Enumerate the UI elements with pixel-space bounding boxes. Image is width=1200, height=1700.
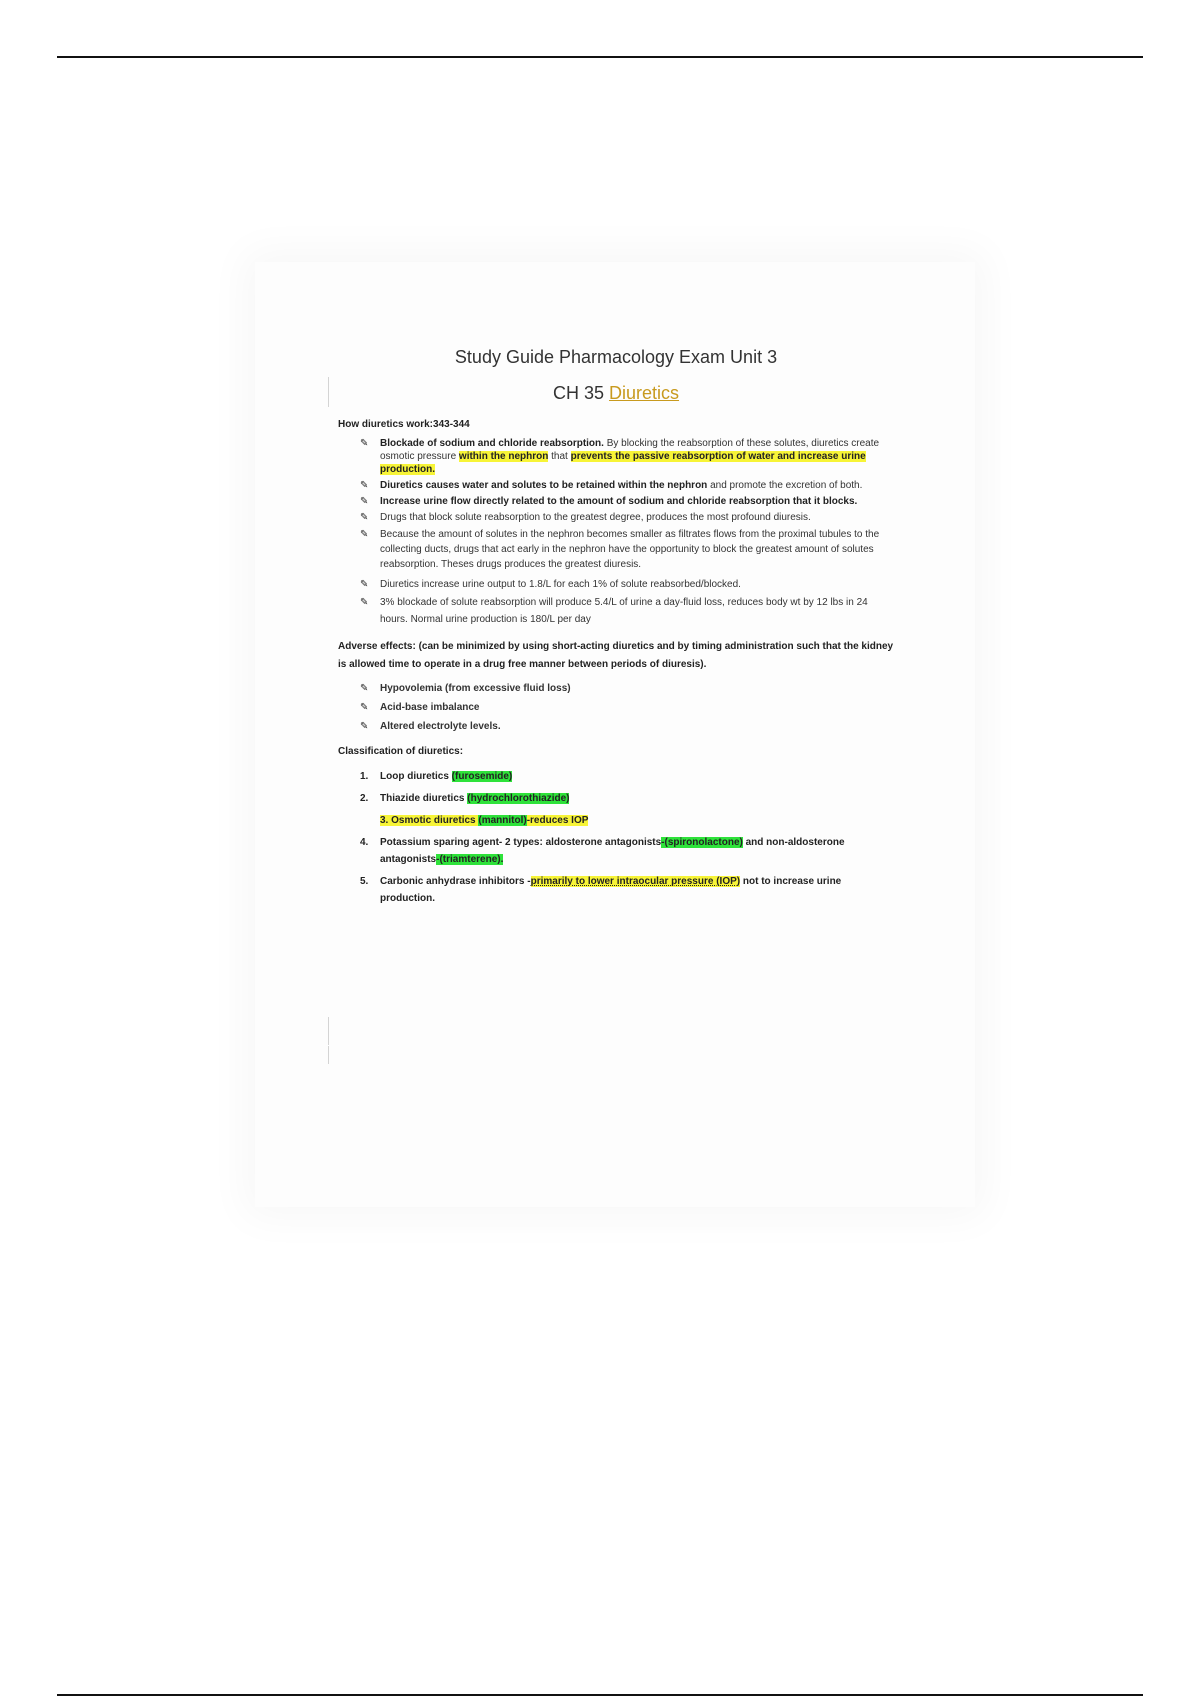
list-item [360,768,894,785]
list-number: 5. [360,876,369,887]
class-suffix: -reduces IOP [526,815,589,826]
bullet-bold-text: Blockade of sodium and chloride reabsorption. [380,438,604,449]
list-item [380,437,894,476]
margin-mark [328,1017,329,1045]
section-heading-classification: Classification of diuretics: [338,746,464,757]
list-number: 3. [380,815,389,826]
bullet-text: Diuretics increase urine output to 1.8/L for each 1% of solute reabsorbed/blocked. [380,579,741,590]
list-item [380,527,894,572]
chapter-prefix: CH 35 [552,383,604,403]
drug-highlight-green: (hydrochlorothiazide) [467,793,570,804]
list-item [380,511,894,524]
list-item [380,594,894,628]
drug-highlight-green: -(triamterene). [436,854,504,865]
section-heading-how-work: How diuretics work:343-344 [338,419,470,430]
class-label: Carbonic anhydrase inhibitors - [380,876,531,887]
list-item [380,495,894,508]
list-number: 4. [360,837,369,848]
section-heading-adverse-effects: Adverse effects: (can be minimized by using short-acting diuretics and by timing administration such that the kidney is allowed time to operate in a drug free manner between periods of diuresis). [338,641,894,670]
classification-list [338,768,894,907]
bullet-text: Because the amount of solutes in the nephron becomes smaller as filtrates flows from the proximal tubules to the collecting ducts, drugs that act early in the nephron have the opportunity to block the greatest amount of solutes reabsorption. Theses drugs produces the greatest diuresis. [380,529,880,570]
bullet-text: By blocking the reabsorption of these solutes, diuretics create osmotic pressure [380,438,880,462]
bullet-text: 3% blockade of solute reabsorption will produce 5.4/L of urine a day-fluid loss, reduces body wt by 12 lbs in 24 hours. Normal urine production is 180/L per day [380,597,868,625]
drug-highlight-green: (mannitol) [478,815,527,826]
highlight-yellow: primarily to lower intraocular pressure (IOP) [530,876,741,887]
list-item [380,479,894,492]
class-label: Thiazide diuretics [380,793,468,804]
margin-mark [328,1046,329,1064]
bullet-text: Drugs that block solute reabsorption to the greatest degree, produces the most profound diuresis. [380,512,811,523]
list-item [360,834,894,868]
margin-mark [328,377,329,407]
bullet-bold-text: Increase urine flow directly related to the amount of sodium and chloride reabsorption that it blocks. [380,496,858,507]
class-label: Loop diuretics [380,771,452,782]
list-number: 1. [360,771,369,782]
diuretics-link[interactable]: Diuretics [609,383,680,403]
class-text: not to increase urine production. [380,876,842,904]
bullet-text: and promote the excretion of both. [707,480,863,491]
drug-highlight-green: -(spironolactone) [661,837,743,848]
document-title: Study Guide Pharmacology Exam Unit 3 [454,347,778,367]
list-item [360,873,894,907]
drug-highlight-green: (furosemide) [451,771,513,782]
top-rule [57,56,1143,58]
class-label: Osmotic diuretics [391,815,479,826]
list-item [380,578,894,591]
list-item: ✎ Hypovolemia (from excessive fluid loss) [380,682,894,695]
document-content [338,344,894,912]
class-text: and non-aldosterone antagonists [380,837,845,865]
class-label: Potassium sparing agent- 2 types: aldosterone antagonists [380,837,662,848]
list-number: 2. [360,793,369,804]
bottom-rule [57,1694,1143,1696]
list-item [380,812,894,829]
list-item: ✎ Altered electrolyte levels. [380,720,894,733]
adverse-effects-list [338,682,894,733]
list-item [360,790,894,807]
list-item: ✎ Acid-base imbalance [380,701,894,714]
highlight-yellow: prevents the passive reabsorption of water and increase urine production. [380,451,866,475]
bullet-text: that [548,451,571,462]
highlight-yellow: within the nephron [458,451,549,462]
how-work-list [338,437,894,628]
bullet-bold-text: Diuretics causes water and solutes to be retained within the nephron [380,480,708,491]
chapter-heading [338,380,894,406]
